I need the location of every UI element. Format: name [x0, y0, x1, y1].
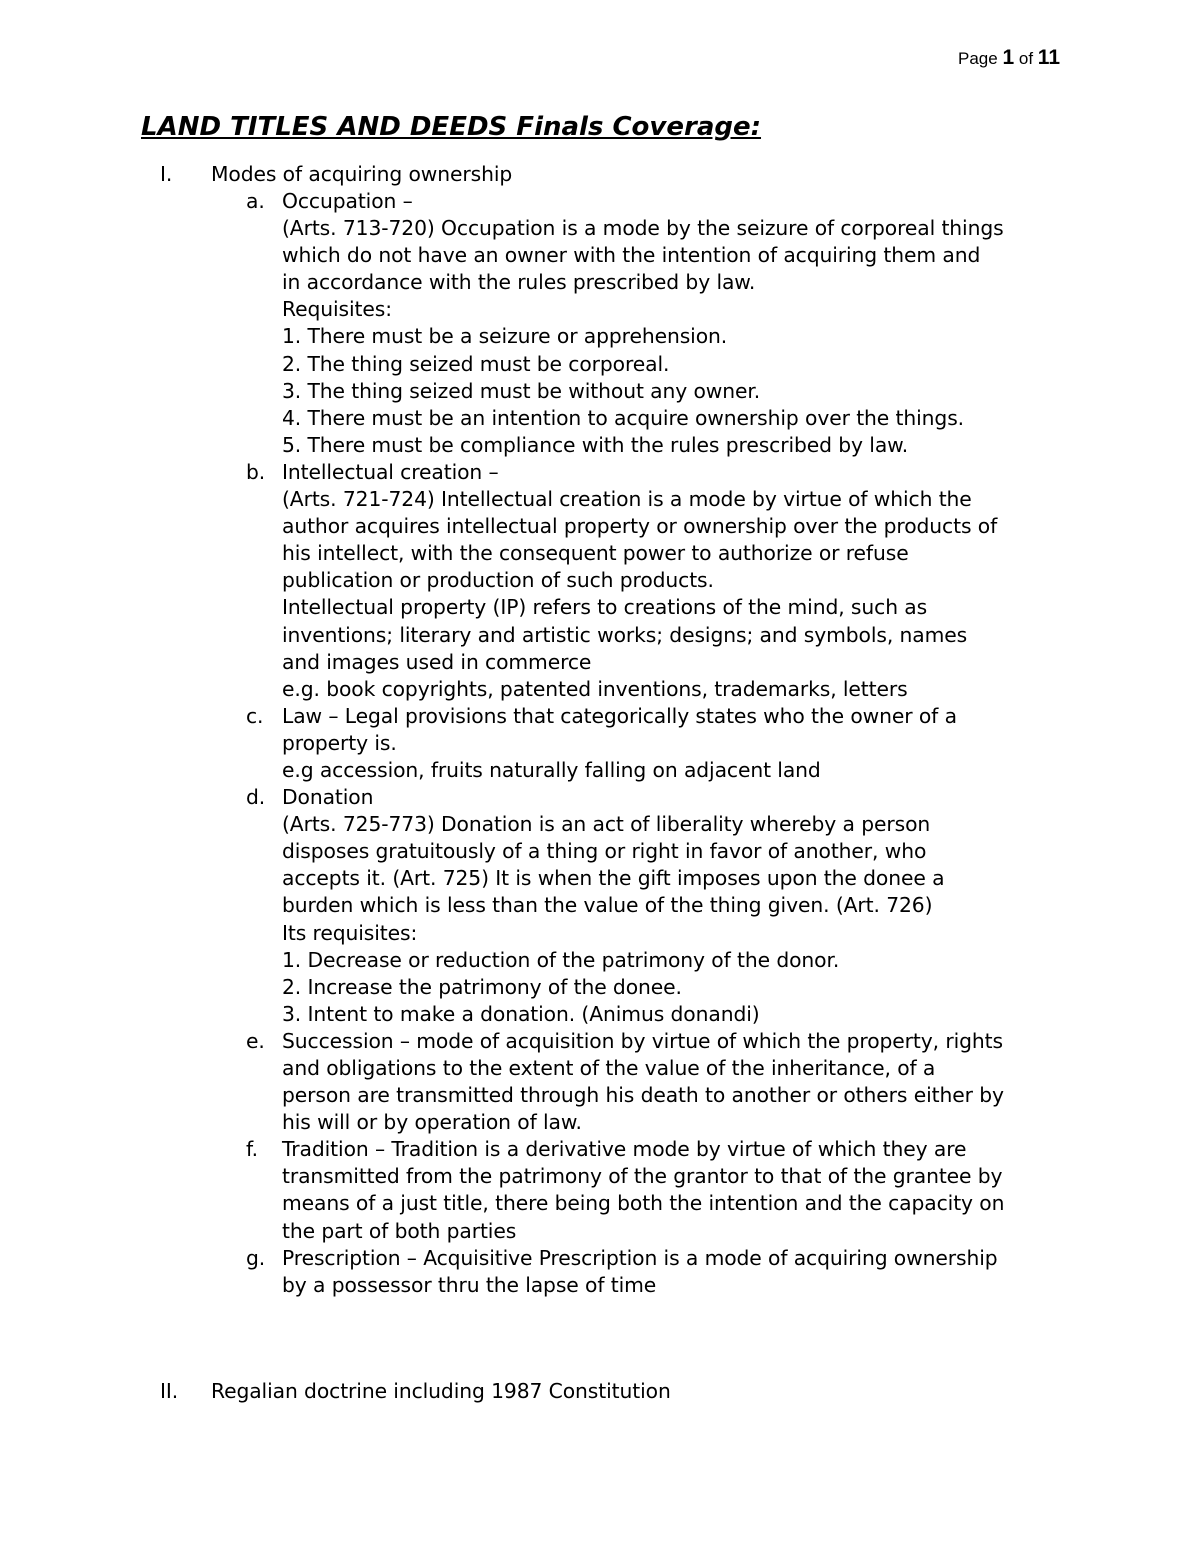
item-line: in accordance with the rules prescribed by law.: [282, 270, 756, 295]
item-line: Intellectual creation –: [282, 459, 499, 484]
item-line: Prescription – Acquisitive Prescription is a mode of acquiring ownership: [282, 1245, 998, 1270]
list-item-occupation: [0, 188, 1200, 459]
item-line: Occupation –: [282, 189, 413, 213]
item-line: Law – Legal provisions that categorically states who the owner of a: [282, 703, 957, 728]
item-line: property is.: [282, 730, 397, 755]
item-line: e.g accession, fruits naturally falling on adjacent land: [282, 757, 821, 782]
item-line: Succession – mode of acquisition by virtue of which the property, rights: [282, 1028, 1003, 1053]
item-line: means of a just title, there being both the intention and the capacity on: [282, 1191, 1005, 1216]
item-marker: f.: [246, 1137, 258, 1162]
document-title: LAND TITLES AND DEEDS Finals Coverage:: [141, 112, 762, 142]
section-label: Modes of acquiring ownership: [211, 162, 513, 186]
item-line: 2. The thing seized must be corporeal.: [282, 351, 670, 376]
page-header: [958, 46, 1060, 70]
item-line: burden which is less than the value of the thing given. (Art. 726): [282, 893, 933, 918]
list-item-prescription: [0, 1245, 1200, 1299]
item-line: Requisites:: [282, 297, 392, 322]
item-line: and images used in commerce: [282, 649, 592, 674]
item-line: accepts it. (Art. 725) It is when the gift imposes upon the donee a: [282, 866, 945, 891]
section-marker: II.: [160, 1379, 179, 1403]
item-line: his intellect, with the consequent power to authorize or refuse: [282, 541, 909, 566]
item-marker: c.: [246, 703, 264, 728]
item-line: 1. Decrease or reduction of the patrimony of the donor.: [282, 947, 840, 972]
item-line: 5. There must be compliance with the rules prescribed by law.: [282, 432, 909, 457]
item-line: 2. Increase the patrimony of the donee.: [282, 974, 682, 999]
item-line: transmitted from the patrimony of the grantor to that of the grantee by: [282, 1164, 1003, 1189]
list-item-law: [0, 703, 1200, 784]
item-line: Its requisites:: [282, 920, 418, 945]
item-marker: e.: [246, 1028, 265, 1053]
section-1-items: [0, 188, 1200, 1299]
page-total: 11: [1037, 46, 1060, 69]
item-line: Donation: [282, 785, 374, 810]
item-marker: a.: [246, 189, 265, 213]
item-line: disposes gratuitously of a thing or right in favor of another, who: [282, 839, 927, 864]
item-line: the part of both parties: [282, 1218, 517, 1243]
item-line: 1. There must be a seizure or apprehension.: [282, 324, 728, 349]
list-item-tradition: [0, 1136, 1200, 1244]
item-marker: g.: [246, 1245, 266, 1270]
list-item-succession: [0, 1028, 1200, 1136]
item-line: and obligations to the extent of the value of the inheritance, of a: [282, 1056, 936, 1080]
item-line: by a possessor thru the lapse of time: [282, 1272, 657, 1297]
item-line: Intellectual property (IP) refers to creations of the mind, such as: [282, 595, 928, 620]
item-line: Tradition – Tradition is a derivative mode by virtue of which they are: [282, 1137, 967, 1162]
item-line: 4. There must be an intention to acquire ownership over the things.: [282, 405, 965, 430]
item-line: e.g. book copyrights, patented inventions, trademarks, letters: [282, 676, 908, 701]
item-line: author acquires intellectual property or ownership over the products of: [282, 514, 998, 539]
item-line: inventions; literary and artistic works; designs; and symbols, names: [282, 622, 968, 647]
page-current: 1: [1002, 46, 1015, 69]
item-line: 3. The thing seized must be without any owner.: [282, 378, 761, 403]
section-marker: I.: [160, 162, 173, 186]
item-line: publication or production of such products.: [282, 568, 714, 593]
item-marker: d.: [246, 785, 266, 810]
item-line: (Arts. 713-720) Occupation is a mode by the seizure of corporeal things: [282, 216, 1004, 241]
item-line: (Arts. 725-773) Donation is an act of liberality whereby a person: [282, 812, 931, 837]
item-line: his will or by operation of law.: [282, 1110, 582, 1135]
item-line: 3. Intent to make a donation. (Animus donandi): [282, 1001, 760, 1026]
list-item-intellectual-creation: [0, 459, 1200, 703]
item-marker: b.: [246, 459, 266, 484]
item-line: (Arts. 721-724) Intellectual creation is a mode by virtue of which the: [282, 487, 972, 512]
page-word: Page: [958, 49, 998, 68]
section-label: Regalian doctrine including 1987 Constitution: [211, 1379, 671, 1403]
of-word: of: [1018, 49, 1034, 68]
item-line: which do not have an owner with the intention of acquiring them and: [282, 243, 981, 268]
list-item-donation: [0, 784, 1200, 1028]
item-line: person are transmitted through his death to another or others either by: [282, 1083, 1004, 1108]
